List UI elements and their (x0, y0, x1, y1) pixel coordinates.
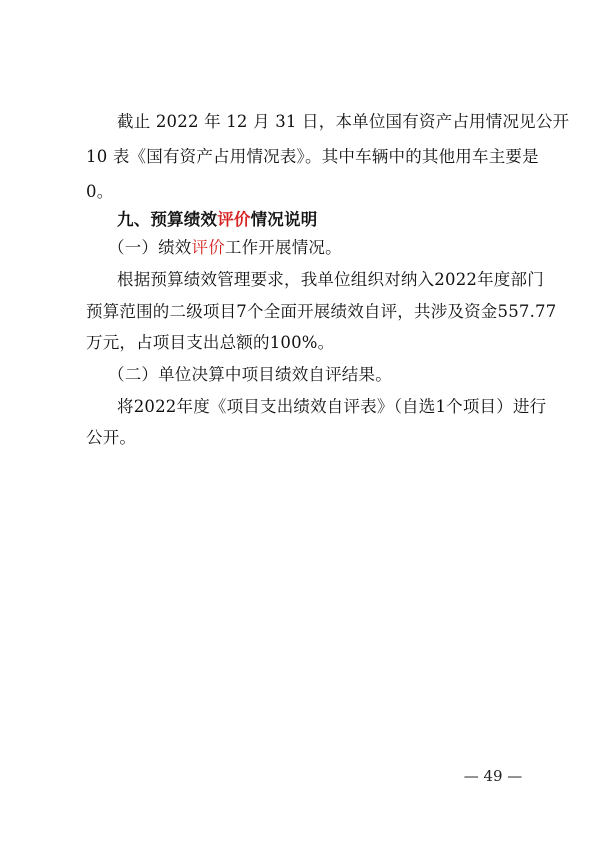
subheading-prefix: （一）绩效 (108, 238, 192, 257)
subheading-highlight: 评价 (191, 238, 225, 257)
paragraph-line: 万元，占项目支出总额的100%。 (86, 333, 335, 352)
paragraph-line: 公开。 (86, 428, 137, 447)
section-heading (117, 210, 526, 230)
paragraph-line: 根据预算绩效管理要求，我单位组织对纳入2022年度部门 (117, 270, 544, 289)
heading-prefix: 九、预算绩效 (117, 210, 218, 229)
page-number: — 49 — (463, 767, 523, 785)
paragraph-line: 截止 2022 年 12 月 31 日，本单位国有资产占用情况见公开 (117, 112, 570, 131)
paragraph-line: 预算范围的二级项目7个全面开展绩效自评，共涉及资金557.77 (86, 302, 557, 321)
subheading-suffix: 工作开展情况。 (224, 238, 342, 257)
paragraph-line: 将2022年度《项目支出绩效自评表》（自选1个项目）进行 (117, 397, 547, 416)
paragraph-line: 10 表《国有资产占用情况表》。其中车辆中的其他用车主要是 (86, 147, 539, 166)
heading-suffix: 情况说明 (250, 210, 318, 229)
subheading-1 (108, 238, 548, 258)
paragraph-line: 0。 (86, 182, 114, 201)
subheading-2: （二）单位决算中项目绩效自评结果。 (108, 365, 392, 384)
heading-highlight: 评价 (217, 210, 251, 229)
